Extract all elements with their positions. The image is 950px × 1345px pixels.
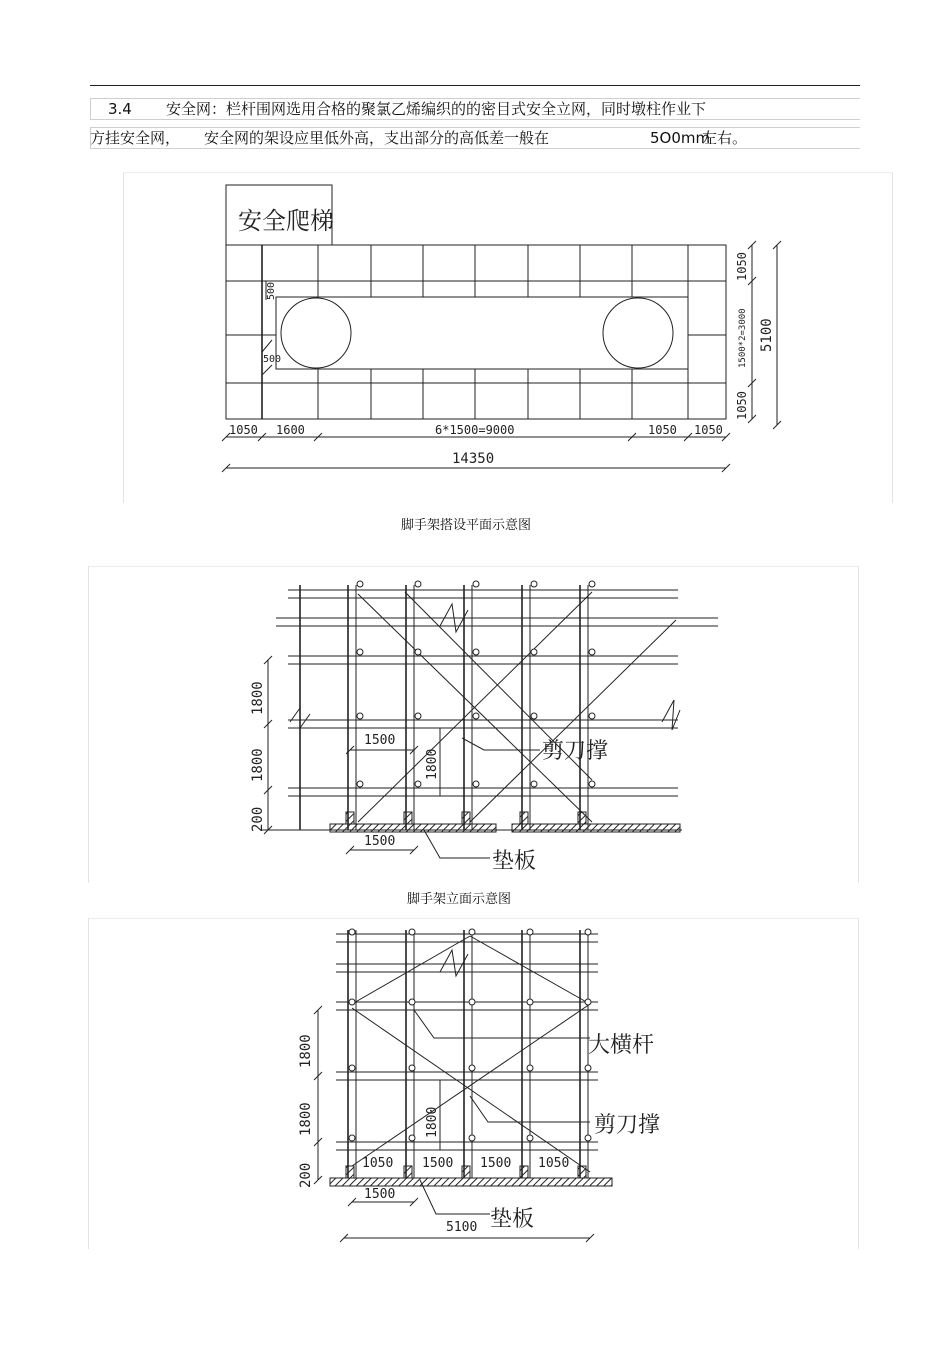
- svg-text:1500: 1500: [480, 1156, 512, 1171]
- elevation1-drawing: [262, 585, 718, 858]
- section-number: 3.4: [108, 100, 132, 118]
- svg-text:1800: 1800: [425, 1106, 440, 1138]
- svg-text:200: 200: [298, 1162, 314, 1188]
- plan-total-width: 5100: [759, 318, 775, 352]
- pier-column-right: [603, 298, 673, 368]
- elevation1-pads: [330, 812, 680, 832]
- elevation2-total-width: 5100: [446, 1220, 478, 1235]
- plan-caption: 脚手架搭设平面示意图: [401, 518, 532, 533]
- svg-text:1050: 1050: [648, 423, 677, 437]
- svg-text:1050: 1050: [694, 423, 723, 437]
- svg-text:1800: 1800: [250, 681, 266, 715]
- svg-text:1050: 1050: [538, 1156, 570, 1171]
- svg-text:1600: 1600: [276, 423, 305, 437]
- label-base-pad-1: 垫板: [492, 849, 537, 874]
- svg-text:1800: 1800: [250, 748, 266, 782]
- svg-text:1500: 1500: [422, 1156, 454, 1171]
- svg-text:1500: 1500: [364, 733, 396, 748]
- svg-text:6*1500=9000: 6*1500=9000: [435, 423, 515, 437]
- label-base-pad-2: 垫板: [490, 1207, 535, 1232]
- svg-text:1050: 1050: [735, 391, 749, 420]
- plan-total-length: 14350: [452, 451, 495, 467]
- svg-text:1500: 1500: [364, 834, 396, 849]
- label-ledger: 大横杆: [588, 1033, 655, 1058]
- paragraph-line-2: 方挂安全网， 安全网的架设应里低外高，支出部分的高低差一般在 5O0mm 左右。: [90, 127, 860, 149]
- svg-text:1800: 1800: [298, 1034, 314, 1068]
- elevation2-joints: [349, 929, 591, 1141]
- svg-text:1800: 1800: [425, 748, 440, 780]
- elevation-caption: 脚手架立面示意图: [407, 892, 512, 907]
- elevation2-drawing: [314, 930, 598, 1242]
- label-safety-ladder: 安全爬梯: [238, 207, 334, 235]
- svg-text:500: 500: [266, 281, 277, 300]
- paragraph-text-1: 安全网：栏杆围网选用合格的聚氯乙烯编织的的密目式安全立网，同时墩柱作业下: [166, 100, 707, 118]
- pier-column-left: [281, 298, 351, 368]
- svg-text:1500: 1500: [364, 1187, 396, 1202]
- svg-text:500: 500: [263, 354, 282, 365]
- height-difference-value: 5O0mm: [650, 129, 711, 147]
- svg-text:1050: 1050: [362, 1156, 394, 1171]
- svg-text:1050: 1050: [735, 252, 749, 281]
- svg-text:1800: 1800: [298, 1102, 314, 1136]
- label-scissor-brace-2: 剪刀撑: [594, 1113, 661, 1138]
- svg-text:1050: 1050: [229, 423, 258, 437]
- svg-text:200: 200: [250, 806, 266, 832]
- svg-text:1500*2=3000: 1500*2=3000: [738, 308, 748, 368]
- label-scissor-brace-1: 剪刀撑: [542, 739, 609, 764]
